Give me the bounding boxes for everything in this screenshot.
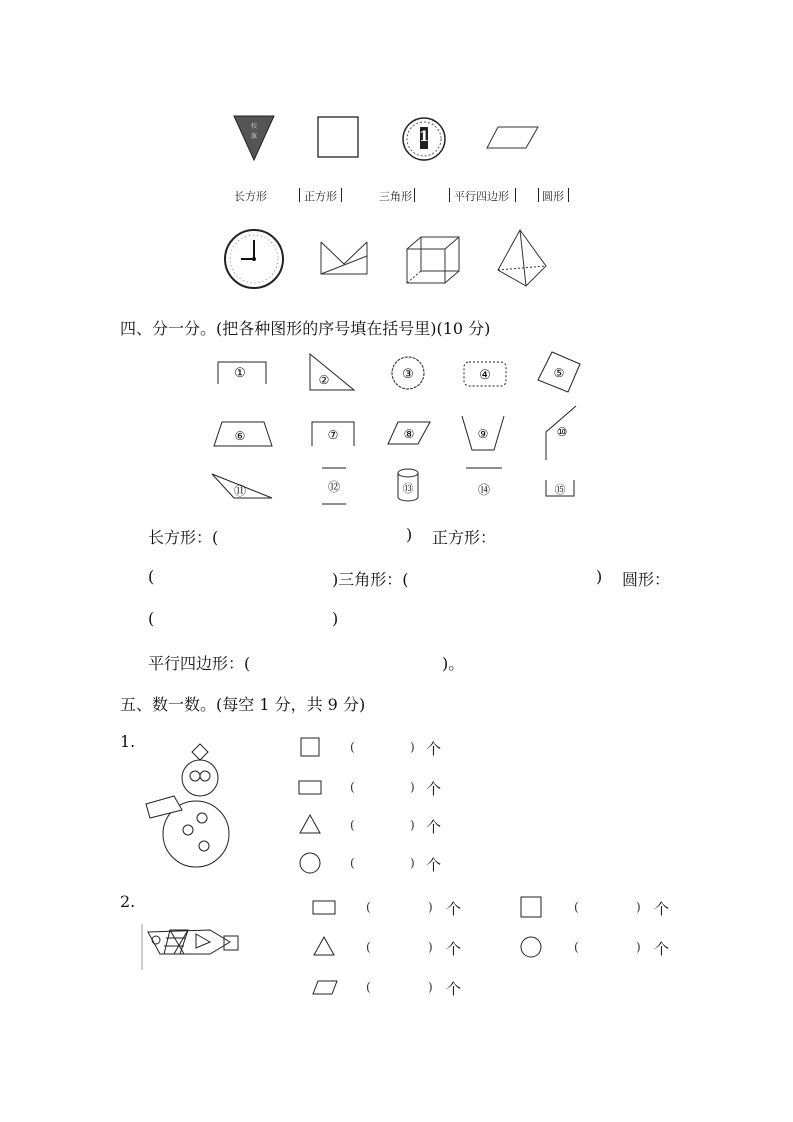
item-number: ③ [402,367,414,382]
label-circle: 圆形 [542,190,564,203]
answer-open-paren: ( [350,818,355,832]
item-number: ② [318,373,330,387]
triangle-answer-label: )三角形：( [332,570,409,589]
shape-item-8 [386,420,432,446]
rectangle-icon [312,900,336,916]
label-divider [568,188,569,202]
pyramid-picture [496,228,548,290]
label-triangle: 三角形 [379,190,412,203]
parallelogram-picture [486,126,540,150]
item-number: ⑫ [327,480,341,494]
item-number: ① [234,366,246,381]
svg-text:校: 校 [250,123,258,130]
answer-open-paren: ( [350,740,355,754]
answer-open-paren: ( [366,980,371,994]
label-divider [341,188,342,202]
answer-close-paren: ) [636,940,641,954]
clock-picture [223,228,285,290]
shape-item-2 [308,352,356,392]
label-parallelogram: 平行四边形 [454,190,509,203]
cube-picture [405,235,461,285]
shape-item-7 [310,420,356,448]
answer-close-paren: ) [410,818,415,832]
answer-open-paren: ( [350,780,355,794]
snowman-picture [142,742,234,870]
rectangle-icon [298,780,322,796]
square-icon [520,896,542,918]
answer-open-paren: ( [350,856,355,870]
unit-label: 个 [654,940,670,958]
shape-item-14 [464,466,504,502]
answer-open-paren: ( [366,940,371,954]
unit-label: 个 [426,740,442,758]
item-number: ⑭ [477,483,491,497]
answer-open-paren: ( [366,900,371,914]
label-divider [515,188,516,202]
shape-item-3 [390,355,426,391]
triangle-icon [299,814,321,834]
parallelogram-answer-close: )。 [442,654,465,673]
answer-close-paren: ) [410,780,415,794]
fish-picture [140,920,240,972]
answer-close-paren: ) [428,940,433,954]
coin-picture [402,117,446,161]
pennant-triangle-picture [232,114,276,162]
answer-close-paren: ) [428,980,433,994]
item-number: ⑩ [556,425,568,439]
circle-icon [299,852,321,874]
item-number: ⑧ [403,427,415,441]
label-rectangle: 长方形 [234,190,267,203]
circle-answer-close: ) [332,609,339,628]
unit-label: 个 [654,900,670,918]
question-2-number: 2. [120,892,136,911]
parallelogram-icon [312,980,338,996]
circle-answer-label: 圆形： [622,570,671,589]
unit-label: 个 [426,856,442,874]
envelope-picture [319,240,369,276]
unit-label: 个 [426,780,442,798]
svg-text:1: 1 [419,129,429,145]
item-number: ⑨ [477,427,489,441]
circle-icon [520,936,542,958]
item-number: ⑬ [402,482,414,495]
square-icon [300,737,320,757]
answer-close-paren: ) [410,740,415,754]
item-number: ⑮ [554,483,566,496]
answer-open-paren: ( [574,900,579,914]
label-divider [299,188,300,202]
unit-label: 个 [426,818,442,836]
shape-item-13 [396,468,420,502]
shape-item-6 [212,420,274,448]
square-picture [317,116,359,158]
unit-label: 个 [446,980,462,998]
parallelogram-answer-label: 平行四边形：( [148,654,251,673]
label-divider [414,188,415,202]
answer-close-paren: ) [636,900,641,914]
rectangle-answer-label: 长方形：( [148,528,219,547]
square-answer-label: 正方形： [432,528,497,547]
shape-item-11 [210,472,274,500]
section4-title: 四、分一分。(把各种图形的序号填在括号里)(10 分) [120,319,491,338]
square-answer-open: ( [148,567,155,586]
answer-open-paren: ( [574,940,579,954]
circle-answer-open: ( [148,609,155,628]
item-number: ⑪ [233,484,247,498]
section5-title: 五、数一数。(每空 1 分，共 9 分) [120,695,366,714]
label-square: 正方形 [304,190,337,203]
item-number: ⑦ [327,428,339,442]
rectangle-answer-close: ) [406,525,413,544]
item-number: ⑥ [234,429,246,443]
answer-close-paren: ) [410,856,415,870]
shape-item-1 [216,360,268,386]
shape-item-5 [536,350,582,394]
triangle-icon [313,936,335,956]
shape-item-15 [544,478,576,498]
svg-text:旗: 旗 [250,133,258,140]
item-number: ⑤ [553,366,565,380]
triangle-answer-close: ) [596,567,603,586]
answer-close-paren: ) [428,900,433,914]
shape-item-12 [320,466,348,506]
shape-item-9 [460,414,506,454]
shape-item-10 [540,404,578,462]
unit-label: 个 [446,900,462,918]
label-divider [449,188,450,202]
unit-label: 个 [446,940,462,958]
question-1-number: 1. [120,732,136,751]
item-number: ④ [479,368,491,383]
label-divider [538,188,539,202]
shape-item-4 [462,360,508,388]
